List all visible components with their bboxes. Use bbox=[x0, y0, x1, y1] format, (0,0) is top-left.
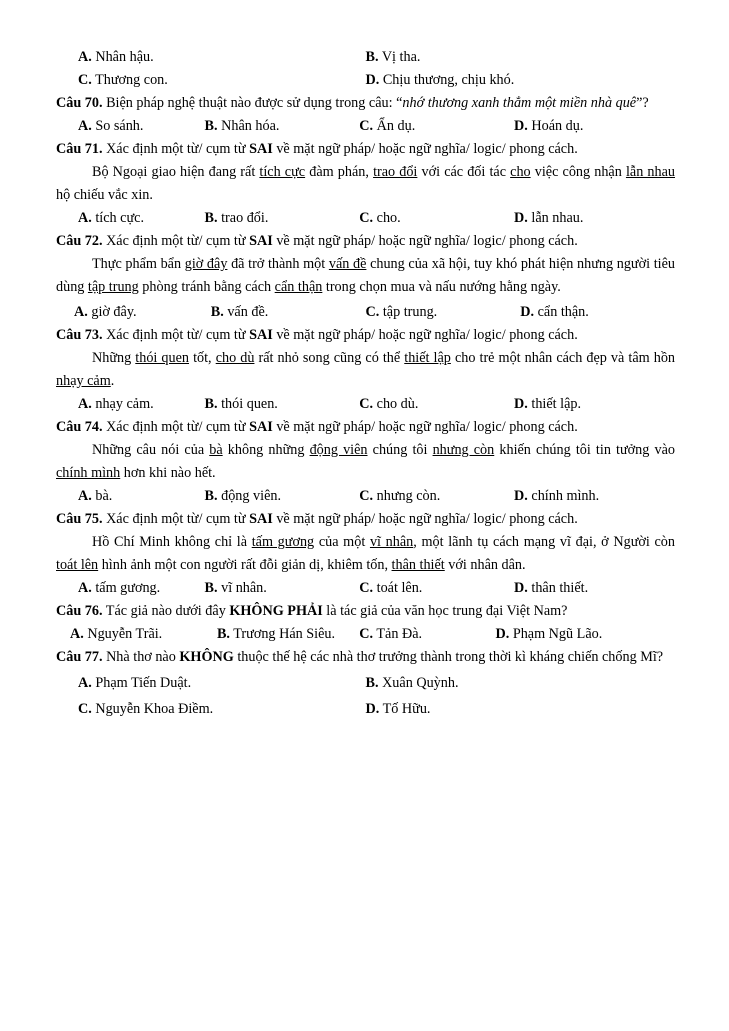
answer-option-b[interactable] bbox=[217, 623, 359, 646]
answer-text: nhạy cảm. bbox=[95, 396, 154, 412]
answer-text: vấn đề. bbox=[227, 304, 269, 320]
answer-key: C. bbox=[78, 72, 92, 88]
answer-option-b[interactable] bbox=[205, 577, 360, 600]
answer-option-a[interactable] bbox=[56, 577, 205, 600]
question-emphasis: SAI bbox=[249, 233, 273, 249]
question-text-pre: Xác định một từ/ cụm từ bbox=[102, 141, 250, 157]
answer-key: B. bbox=[204, 210, 218, 226]
quote-open: “ bbox=[396, 95, 403, 111]
question-stem-73 bbox=[56, 324, 675, 347]
question-text: Biện pháp nghệ thuật nào được sử dụng trong câu: bbox=[102, 95, 397, 111]
question-label: Câu 70. bbox=[56, 95, 103, 111]
answer-option-a[interactable] bbox=[56, 46, 366, 69]
answer-key: C. bbox=[365, 304, 380, 320]
answer-option-a[interactable] bbox=[56, 393, 205, 416]
answer-key: B. bbox=[204, 396, 218, 412]
answer-key: B. bbox=[210, 304, 224, 320]
answer-key: A. bbox=[78, 49, 92, 65]
answer-option-a[interactable] bbox=[56, 301, 211, 324]
question-text-post: thuộc thế hệ các nhà thơ trưởng thành trong thời kì kháng chiến chống Mĩ? bbox=[233, 649, 664, 665]
answer-text: toát lên. bbox=[376, 580, 423, 596]
answer-option-c[interactable] bbox=[366, 301, 521, 324]
answer-option-d[interactable] bbox=[495, 623, 675, 646]
answer-text: cho. bbox=[376, 210, 401, 226]
answer-row bbox=[56, 207, 675, 230]
question-label: Câu 73. bbox=[56, 327, 103, 343]
question-label: Câu 77. bbox=[56, 649, 103, 665]
answer-row bbox=[56, 485, 675, 508]
answer-text: cẩn thận. bbox=[537, 304, 589, 320]
question-stem-70 bbox=[56, 92, 675, 115]
question-text-post: về mặt ngữ pháp/ hoặc ngữ nghĩa/ logic/ phong cách. bbox=[272, 419, 578, 435]
answer-text: Nguyễn Trãi. bbox=[87, 626, 163, 642]
question-text-post: về mặt ngữ pháp/ hoặc ngữ nghĩa/ logic/ phong cách. bbox=[272, 141, 578, 157]
answer-key: A. bbox=[78, 580, 92, 596]
answer-text: động viên. bbox=[221, 488, 282, 504]
question-emphasis: KHÔNG bbox=[179, 649, 234, 665]
answer-text: Xuân Quỳnh. bbox=[382, 675, 459, 691]
answer-option-d[interactable] bbox=[514, 207, 675, 230]
question-text-post: về mặt ngữ pháp/ hoặc ngữ nghĩa/ logic/ phong cách. bbox=[272, 233, 578, 249]
answer-option-c[interactable] bbox=[359, 115, 514, 138]
answer-key: B. bbox=[204, 580, 218, 596]
answer-option-c[interactable] bbox=[359, 485, 514, 508]
answer-option-c[interactable] bbox=[359, 623, 495, 646]
answer-text: trao đổi. bbox=[221, 210, 269, 226]
question-emphasis: SAI bbox=[249, 141, 273, 157]
answer-key: B. bbox=[204, 488, 218, 504]
answer-row bbox=[56, 69, 675, 92]
answer-option-b[interactable] bbox=[205, 207, 360, 230]
answer-option-d[interactable] bbox=[520, 301, 675, 324]
question-text-pre: Xác định một từ/ cụm từ bbox=[102, 419, 250, 435]
question-emphasis: SAI bbox=[249, 327, 273, 343]
answer-key: A. bbox=[74, 304, 88, 320]
answer-key: C. bbox=[359, 626, 374, 642]
passage-text: Bộ Ngoại giao hiện đang rất tích cực đàm phán, trao đổi với các đối tác cho việc công nhận lẫn nhau hộ chiếu vắc xin. bbox=[56, 164, 675, 203]
answer-key: B. bbox=[365, 49, 379, 65]
question-block-76 bbox=[56, 600, 675, 646]
answer-option-b[interactable] bbox=[205, 115, 360, 138]
answer-key: D. bbox=[514, 210, 528, 226]
answer-key: B. bbox=[365, 675, 379, 691]
question-block-77 bbox=[56, 646, 675, 721]
answer-option-d[interactable] bbox=[514, 577, 675, 600]
question-passage-75 bbox=[56, 531, 675, 577]
answer-key: D. bbox=[365, 72, 380, 88]
answer-text: Nguyễn Khoa Điềm. bbox=[95, 701, 214, 717]
answer-option-c[interactable] bbox=[359, 577, 514, 600]
answer-key: C. bbox=[359, 118, 374, 134]
answer-option-a[interactable] bbox=[56, 115, 205, 138]
answer-text: tấm gương. bbox=[95, 580, 161, 596]
question-emphasis: KHÔNG PHẢI bbox=[229, 603, 323, 619]
answer-text: vĩ nhân. bbox=[221, 580, 267, 596]
answer-key: D. bbox=[365, 701, 380, 717]
answer-text: chính mình. bbox=[531, 488, 600, 504]
answer-key: C. bbox=[359, 210, 374, 226]
answer-key: A. bbox=[78, 675, 92, 691]
answer-text: thân thiết. bbox=[531, 580, 589, 596]
passage-text: Những thói quen tốt, cho dù rất nhỏ song cũng có thể thiết lập cho trẻ một nhân cách đẹp và tâm hồn nhạy cảm. bbox=[56, 350, 676, 389]
answer-option-c[interactable] bbox=[359, 393, 514, 416]
question-label: Câu 76. bbox=[56, 603, 103, 619]
answer-text: Nhân hóa. bbox=[221, 118, 280, 134]
answer-key: A. bbox=[78, 118, 92, 134]
answer-option-d[interactable] bbox=[366, 698, 676, 721]
question-block-73 bbox=[56, 324, 675, 416]
question-stem-77 bbox=[56, 646, 675, 669]
question-stem-74 bbox=[56, 416, 675, 439]
answer-option-b[interactable] bbox=[211, 301, 366, 324]
answer-text: Tố Hữu. bbox=[382, 701, 431, 717]
question-passage-74 bbox=[56, 439, 675, 485]
answer-text: Ẩn dụ. bbox=[376, 118, 416, 134]
question-block-70 bbox=[56, 92, 675, 138]
answer-key: A. bbox=[78, 396, 92, 412]
answer-text: Chịu thương, chịu khó. bbox=[382, 72, 515, 88]
question-text-pre: Xác định một từ/ cụm từ bbox=[102, 327, 250, 343]
answer-option-a[interactable] bbox=[56, 623, 217, 646]
answer-key: C. bbox=[359, 580, 374, 596]
question-text-pre: Nhà thơ nào bbox=[102, 649, 180, 665]
answer-text: lẫn nhau. bbox=[531, 210, 584, 226]
question-text-pre: Xác định một từ/ cụm từ bbox=[102, 511, 250, 527]
question-stem-72 bbox=[56, 230, 675, 253]
answer-key: D. bbox=[514, 118, 528, 134]
answer-key: D. bbox=[520, 304, 535, 320]
answer-text: nhưng còn. bbox=[376, 488, 441, 504]
answer-text: Nhân hậu. bbox=[95, 49, 154, 65]
answer-text: tập trung. bbox=[382, 304, 438, 320]
question-stem-71 bbox=[56, 138, 675, 161]
question-label: Câu 72. bbox=[56, 233, 103, 249]
answer-text: Vị tha. bbox=[381, 49, 421, 65]
question-emphasis: SAI bbox=[249, 511, 273, 527]
answer-option-d[interactable] bbox=[514, 485, 675, 508]
answer-text: Phạm Tiến Duật. bbox=[95, 675, 192, 691]
answer-option-a[interactable] bbox=[56, 207, 205, 230]
answer-text: tích cực. bbox=[95, 210, 144, 226]
question-stem-76 bbox=[56, 600, 675, 623]
answer-option-b[interactable] bbox=[205, 393, 360, 416]
passage-text: Hồ Chí Minh không chỉ là tấm gương của một vĩ nhân, một lãnh tụ cách mạng vĩ đại, ở Người còn toát lên hình ảnh một con người rất đỗi giản dị, khiêm tốn, thân thiết với nhân dân. bbox=[56, 534, 675, 573]
question-passage-72 bbox=[56, 253, 675, 299]
answer-key: C. bbox=[359, 488, 374, 504]
question-block-74 bbox=[56, 416, 675, 508]
question-emphasis: SAI bbox=[249, 419, 273, 435]
answer-key: A. bbox=[78, 488, 92, 504]
answer-option-a[interactable] bbox=[56, 485, 205, 508]
quoted-line: nhớ thương xanh thẳm một miền nhà quê bbox=[402, 95, 637, 111]
answer-text: Tản Đà. bbox=[376, 626, 423, 642]
answer-row bbox=[56, 623, 675, 646]
answer-text: Trương Hán Siêu. bbox=[233, 626, 336, 642]
answer-key: B. bbox=[204, 118, 218, 134]
answer-text: bà. bbox=[95, 488, 113, 504]
answer-option-c[interactable] bbox=[359, 207, 514, 230]
answer-row bbox=[56, 577, 675, 600]
answer-row bbox=[56, 46, 675, 69]
question-text-post: là tác giả của văn học trung đại Việt Nam? bbox=[322, 603, 568, 619]
answer-key: C. bbox=[359, 396, 374, 412]
answer-text: giờ đây. bbox=[91, 304, 137, 320]
answer-option-a[interactable] bbox=[56, 672, 366, 695]
question-text-pre: Xác định một từ/ cụm từ bbox=[102, 233, 250, 249]
question-text-post: về mặt ngữ pháp/ hoặc ngữ nghĩa/ logic/ phong cách. bbox=[272, 327, 578, 343]
answer-option-b[interactable] bbox=[366, 672, 676, 695]
passage-text: Thực phẩm bẩn giờ đây đã trở thành một vấn đề chung của xã hội, tuy khó phát hiện nhưng người tiêu dùng tập trung phòng tránh bằng cách cẩn thận trong chọn mua và nấu nướng hằng ngày. bbox=[56, 256, 675, 295]
answer-text: Thương con. bbox=[95, 72, 168, 88]
answer-text: Hoán dụ. bbox=[531, 118, 584, 134]
answer-row bbox=[56, 301, 675, 324]
answer-text: cho dù. bbox=[376, 396, 419, 412]
question-label: Câu 71. bbox=[56, 141, 103, 157]
answer-key: D. bbox=[514, 488, 528, 504]
question-stem-75 bbox=[56, 508, 675, 531]
question-text-pre: Tác giả nào dưới đây bbox=[102, 603, 230, 619]
answer-key: D. bbox=[495, 626, 510, 642]
question-label: Câu 74. bbox=[56, 419, 103, 435]
question-block-71 bbox=[56, 138, 675, 230]
question-text-post: về mặt ngữ pháp/ hoặc ngữ nghĩa/ logic/ phong cách. bbox=[272, 511, 578, 527]
answer-text: Phạm Ngũ Lão. bbox=[512, 626, 603, 642]
answer-key: B. bbox=[216, 626, 230, 642]
answer-option-b[interactable] bbox=[205, 485, 360, 508]
answer-option-d[interactable] bbox=[366, 69, 676, 92]
quote-close: ”? bbox=[636, 95, 649, 111]
question-block-75 bbox=[56, 508, 675, 600]
answer-key: A. bbox=[70, 626, 84, 642]
question-passage-71 bbox=[56, 161, 675, 207]
answer-key: D. bbox=[514, 396, 528, 412]
answer-key: C. bbox=[78, 701, 92, 717]
answer-key: A. bbox=[78, 210, 92, 226]
answer-option-d[interactable] bbox=[514, 393, 675, 416]
answer-row bbox=[56, 115, 675, 138]
answer-text: So sánh. bbox=[95, 118, 144, 134]
question-passage-73 bbox=[56, 347, 675, 393]
passage-text: Những câu nói của bà không những động viên chúng tôi nhưng còn khiến chúng tôi tin tưởng vào chính mình hơn khi nào hết. bbox=[56, 442, 675, 481]
answer-text: thói quen. bbox=[221, 396, 278, 412]
answer-row bbox=[56, 698, 675, 721]
answer-option-d[interactable] bbox=[514, 115, 675, 138]
answer-option-c[interactable] bbox=[56, 69, 366, 92]
answer-row bbox=[56, 672, 675, 695]
question-label: Câu 75. bbox=[56, 511, 103, 527]
answer-text: thiết lập. bbox=[531, 396, 582, 412]
answer-option-b[interactable] bbox=[366, 46, 676, 69]
question-block-prev-answers bbox=[56, 46, 675, 92]
question-block-72 bbox=[56, 230, 675, 324]
answer-option-c[interactable] bbox=[56, 698, 366, 721]
answer-key: D. bbox=[514, 580, 528, 596]
answer-row bbox=[56, 393, 675, 416]
